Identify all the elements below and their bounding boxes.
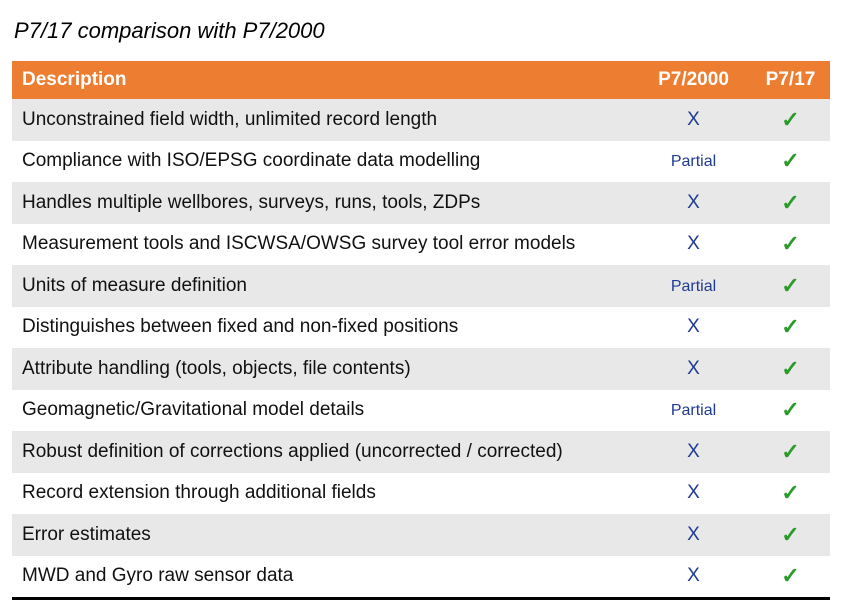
row-p7-17-value <box>751 397 830 423</box>
row-description: Attribute handling (tools, objects, file contents) <box>22 357 411 379</box>
checkmark-icon: ✓ <box>781 148 800 174</box>
row-p7-2000-value <box>636 524 751 546</box>
table-row <box>12 473 830 515</box>
table-body <box>12 99 830 597</box>
header-p7-17: P7/17 <box>765 69 816 90</box>
checkmark-icon: ✓ <box>781 480 800 506</box>
row-description: Error estimates <box>22 523 151 545</box>
partial-label: Partial <box>670 402 717 420</box>
header-description: Description <box>22 69 127 90</box>
row-p7-2000-value <box>636 316 751 338</box>
checkmark-icon: ✓ <box>781 438 800 464</box>
cross-icon: X <box>687 191 700 213</box>
checkmark-icon: ✓ <box>781 106 800 132</box>
checkmark-icon: ✓ <box>781 314 800 340</box>
row-p7-2000-value <box>636 275 751 297</box>
comparison-table <box>12 61 830 600</box>
cross-icon: X <box>687 316 700 338</box>
row-description: Record extension through additional fields <box>22 482 376 504</box>
checkmark-icon: ✓ <box>781 563 800 589</box>
partial-label: Partial <box>670 153 717 171</box>
row-p7-2000-value <box>636 233 751 255</box>
row-p7-17-value <box>751 522 830 548</box>
row-description: MWD and Gyro raw sensor data <box>22 565 294 587</box>
row-p7-2000-value <box>636 441 751 463</box>
table-row <box>12 265 830 307</box>
header-p7-2000: P7/2000 <box>658 69 729 90</box>
table-row <box>12 514 830 556</box>
row-description: Robust definition of corrections applied (uncorrected / corrected) <box>22 440 563 462</box>
cross-icon: X <box>687 357 700 379</box>
table-row <box>12 224 830 266</box>
row-p7-17-value <box>751 314 830 340</box>
row-p7-2000-value <box>636 565 751 587</box>
checkmark-icon: ✓ <box>781 397 800 423</box>
row-p7-17-value <box>751 480 830 506</box>
page-title: P7/17 comparison with P7/2000 <box>14 18 325 43</box>
cross-icon: X <box>687 482 700 504</box>
row-description: Compliance with ISO/EPSG coordinate data modelling <box>22 150 481 172</box>
row-description: Unconstrained field width, unlimited record length <box>22 108 438 130</box>
row-p7-2000-value <box>636 150 751 172</box>
row-p7-2000-value <box>636 192 751 214</box>
cross-icon: X <box>687 440 700 462</box>
row-p7-2000-value <box>636 109 751 131</box>
table-row <box>12 556 830 598</box>
checkmark-icon: ✓ <box>781 355 800 381</box>
row-description: Measurement tools and ISCWSA/OWSG survey tool error models <box>22 233 576 255</box>
checkmark-icon: ✓ <box>781 231 800 257</box>
cross-icon: X <box>687 108 700 130</box>
table-row <box>12 99 830 141</box>
row-p7-17-value <box>751 356 830 382</box>
table-row <box>12 307 830 349</box>
row-p7-2000-value <box>636 399 751 421</box>
row-description: Handles multiple wellbores, surveys, runs, tools, ZDPs <box>22 191 481 213</box>
row-p7-17-value <box>751 148 830 174</box>
cross-icon: X <box>687 523 700 545</box>
table-row <box>12 182 830 224</box>
row-description: Distinguishes between fixed and non-fixed positions <box>22 316 459 338</box>
row-description: Geomagnetic/Gravitational model details <box>22 399 365 421</box>
checkmark-icon: ✓ <box>781 521 800 547</box>
row-p7-17-value <box>751 439 830 465</box>
table-row <box>12 390 830 432</box>
row-p7-2000-value <box>636 482 751 504</box>
cross-icon: X <box>687 565 700 587</box>
partial-label: Partial <box>670 277 717 295</box>
table-row <box>12 141 830 183</box>
row-p7-17-value <box>751 107 830 133</box>
table-header <box>12 61 830 99</box>
row-p7-2000-value <box>636 358 751 380</box>
row-p7-17-value <box>751 231 830 257</box>
table-row <box>12 431 830 473</box>
row-p7-17-value <box>751 273 830 299</box>
row-p7-17-value <box>751 563 830 589</box>
row-description: Units of measure definition <box>22 274 247 296</box>
cross-icon: X <box>687 233 700 255</box>
table-bottom-border <box>12 597 830 600</box>
table-row <box>12 348 830 390</box>
row-p7-17-value <box>751 190 830 216</box>
checkmark-icon: ✓ <box>781 189 800 215</box>
checkmark-icon: ✓ <box>781 272 800 298</box>
